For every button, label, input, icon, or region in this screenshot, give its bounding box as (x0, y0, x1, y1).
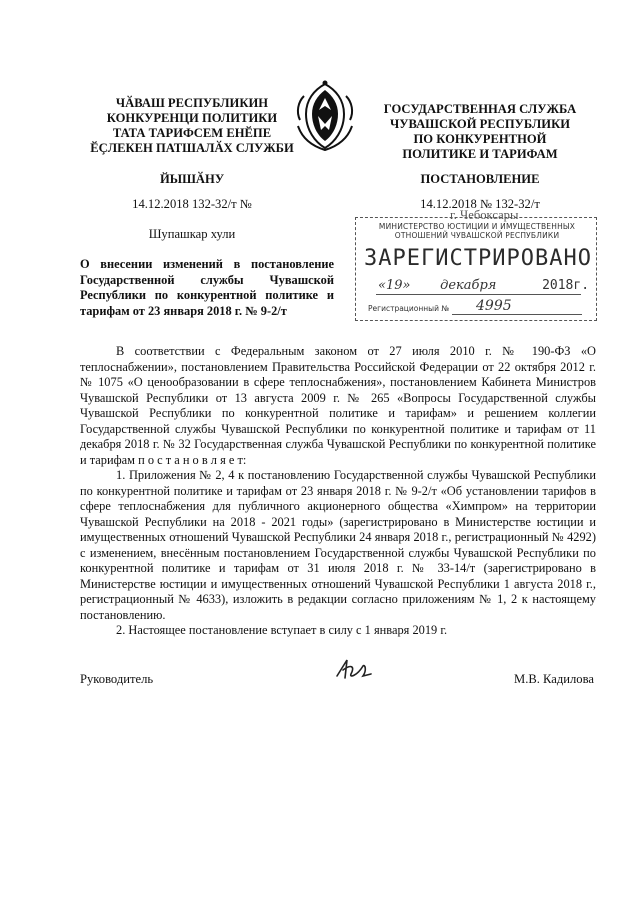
header-chuvash-line: ТАТА ТАРИФСЕМ ЕНӖПЕ (112, 126, 272, 140)
registration-stamp (355, 217, 597, 321)
header-chuvash-line: ӖҪЛЕКЕН ПАТШАЛӐХ СЛУЖБИ (90, 141, 294, 155)
stamp-date-underline (376, 294, 581, 295)
coat-of-arms-emblem (292, 80, 358, 152)
header-russian (360, 102, 600, 162)
stamp-date (378, 278, 589, 293)
stamp-reg-underline (452, 314, 582, 315)
stamp-ministry (368, 222, 586, 240)
doc-type-russian: ПОСТАНОВЛЕНИЕ (420, 172, 540, 186)
header-chuvash-line: КОНКУРЕНЦИ ПОЛИТИКИ (106, 111, 278, 125)
city-chuvash: Шупашкар хули (148, 227, 236, 241)
body-item-2: 2. Настоящее постановление вступает в силу с 1 января 2019 г. (116, 623, 448, 637)
doc-type-chuvash: ЙЫШӐНУ (159, 172, 225, 186)
stamp-ministry-line: МИНИСТЕРСТВО ЮСТИЦИИ И ИМУЩЕСТВЕННЫХ (378, 222, 576, 231)
header-russian-line: ГОСУДАРСТВЕННАЯ СЛУЖБА (383, 102, 577, 116)
stamp-reg-label: Регистрационный № (368, 304, 450, 313)
stamp-registered: ЗАРЕГИСТРИРОВАНО (364, 246, 592, 271)
header-russian-line: ПОЛИТИКЕ И ТАРИФАМ (402, 147, 558, 161)
city-russian: г. Чебоксары (450, 208, 519, 222)
date-number-russian: 14.12.2018 № 132-32/т (420, 197, 540, 211)
body-preamble: В соответствии с Федеральным законом от 27 июля 2010 г. № 190-ФЗ «О теплоснабжении», постановлением Правительства Российской Федерации от 22 октября 2012 г. № 1075 «О ценообразовании в сфере теплоснабжения», постановлением Кабинета Министров Чувашской Республики от 13 августа 2009 г. № 265 «Вопросы Государственной службы Чувашской Республики по конкурентной политике и тарифам» и решением коллегии Государственной службы Чувашской Республики по конкурентной политике и тарифам от 11 декабря 2018 г. № 32 Государственная служба Чувашской Республики по конкурентной политике и тарифам п о с т а н о в л я е т: (80, 344, 596, 467)
header-russian-line: ЧУВАШСКОЙ РЕСПУБЛИКИ (389, 117, 570, 131)
signer-name: М.В. Кадилова (514, 672, 594, 686)
stamp-ministry-line: ОТНОШЕНИЙ ЧУВАШСКОЙ РЕСПУБЛИКИ (394, 231, 560, 240)
handwritten-signature (333, 656, 373, 684)
body-item-1: 1. Приложения № 2, 4 к постановлению Государственной службы Чувашской Республики по конкурентной политике и тарифам от 23 января 2018 г. № 9-2/т «Об установлении тарифов в сфере теплоснабжения для публичного акционерного общества «Химпром» на территории Чувашской Республики на 2018 - 2021 годы» (зарегистрировано в Министерстве юстиции и имущественных отношений Чувашской Республики 24 января 2018 г., регистрационный № 4292) с изменением, внесённым постановлением Государственной службы Чувашской Республики по конкурентной политике и тарифам от 31 июля 2018 г. № 33-14/т (зарегистрировано в Министерстве юстиции и имущественных отношений Чувашской Республики 1 августа 2018 г., регистрационный № 4633), изложить в редакции согласно приложениям № 1, 2 к настоящему постановлению. (80, 468, 596, 622)
stamp-day: «19» (378, 278, 411, 293)
header-chuvash-line: ЧӐВАШ РЕСПУБЛИКИН (115, 96, 269, 110)
header-russian-line: ПО КОНКУРЕНТНОЙ (413, 132, 547, 146)
document-title: О внесении изменений в постановление Государственной службы Чувашской Республики по конкурентной политике и тарифам от 23 января 2018 г. № 9-2/т (80, 257, 334, 318)
stamp-month: декабря (440, 278, 497, 293)
stamp-year: 2018г. (542, 278, 590, 293)
signer-position: Руководитель (80, 672, 154, 686)
date-number-chuvash: 14.12.2018 132-32/т № (132, 197, 252, 211)
document-body (80, 344, 596, 639)
header-chuvash (72, 96, 312, 156)
stamp-reg-number: 4995 (476, 298, 512, 314)
